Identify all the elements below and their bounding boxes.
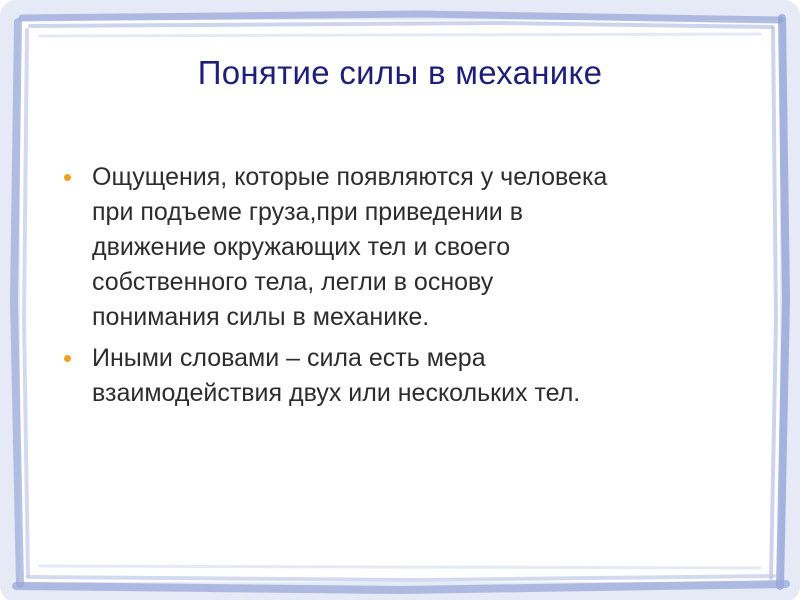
bullet-line: Ощущения, которые появляются у человека	[92, 163, 608, 191]
bullet-line: понимания силы в механике.	[92, 303, 430, 331]
bullet-line: движение окружающих тел и своего	[92, 233, 511, 261]
slide-title: Понятие силы в механике	[197, 54, 603, 91]
bullet-line: взаимодействия двух или нескольких тел.	[92, 379, 581, 407]
bullet-line: собственного тела, легли в основу	[92, 268, 494, 296]
bullet-list	[60, 160, 750, 417]
bullet-dot-icon	[64, 174, 71, 181]
bullet-item	[60, 160, 750, 335]
bullet-line: Иными словами – сила есть мера	[92, 344, 486, 372]
bullet-dot-icon	[64, 355, 71, 362]
bullet-item	[60, 341, 750, 411]
bullet-line: при подъеме груза,при приведении в	[92, 198, 523, 226]
